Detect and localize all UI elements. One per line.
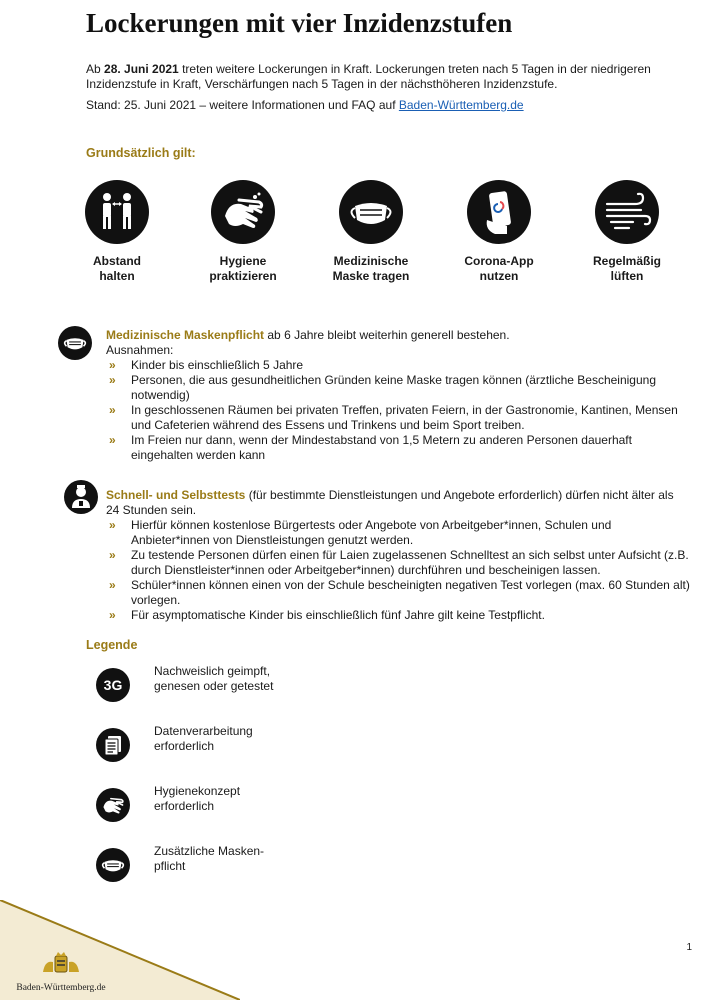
- rule-label: Hygiene: [219, 254, 267, 268]
- rule-label: Corona-App: [464, 254, 534, 268]
- rule-label: Abstand: [93, 254, 141, 268]
- baden-wuerttemberg-link[interactable]: Baden-Württemberg.de: [398, 98, 524, 112]
- test-person-icon: [64, 480, 98, 514]
- legend-item-hygiene: Hygienekonzept erforderlich: [96, 788, 396, 828]
- wind-icon: [595, 180, 659, 244]
- mask-block: Medizinische Maskenpflicht ab 6 Jahre bleibt weiterhin generell bestehen. Ausnahmen: » Kinder bis einschließlich 5 Jahre » Personen, die aus gesundheitlichen Gründen keine Maske tragen können (ärztliche Bescheinigung notwendig) » In geschlossenen Räumen bei privaten Treffen, privaten Feiern, in der Gastronomie, Kantinen, Mensen und Cafeterien während des Essens und Trinkens und beim Sport treiben. » Im Freien nur dann, wenn der Mindestabstand von 1,5 Metern zu anderen Personen dauerhaft eingehalten werden kann: [106, 328, 690, 463]
- list-item: » Schüler*innen können einen von der Schule bescheinigten negativen Test vorlegen (max. 60 Stunden alt) vorlegen.: [106, 578, 690, 608]
- rule-label: Regelmäßig: [592, 254, 661, 268]
- list-item: » Hierfür können kostenlose Bürgertests oder Angebote von Arbeitgeber*innen, Schulen und Anbieter*innen von Dienstleistungen genutzt werden.: [106, 518, 690, 548]
- rule-ventilate: Regelmäßig lüften: [572, 180, 682, 284]
- state-logo: [6, 952, 116, 993]
- legend-item-3g: 3G Nachweislich geimpft, genesen oder getestet: [96, 668, 396, 708]
- legend-item-data: Datenverarbeitung erforderlich: [96, 728, 396, 768]
- face-mask-icon: [339, 180, 403, 244]
- rule-hygiene: Hygiene praktizieren: [188, 180, 298, 284]
- smartphone-app-icon: [467, 180, 531, 244]
- test-rules-list: [106, 518, 690, 623]
- legend-item-mask: Zusätzliche Masken- pflicht: [96, 848, 396, 888]
- list-item: » Im Freien nur dann, wenn der Mindestabstand von 1,5 Metern zu anderen Personen dauerhaft eingehalten werden kann: [106, 433, 690, 463]
- intro-text: Ab 28. Juni 2021 treten weitere Lockerungen in Kraft. Lockerungen treten nach 5 Tagen in der niedrigeren Inzidenzstufe in Kraft, Verschärfungen nach 5 Tagen in der nächsthöheren Inzidenzstufe.: [86, 62, 651, 91]
- rule-app: Corona-App nutzen: [444, 180, 554, 284]
- list-item: » Kinder bis einschließlich 5 Jahre: [106, 358, 690, 373]
- list-item: » Zu testende Personen dürfen einen für Laien zugelassenen Schnelltest an sich selbst unter Aufsicht (z.B. durch Dienstleister*innen oder Arbeitgeber*innen) durchführen und bescheinigen lassen.: [106, 548, 690, 578]
- distance-icon: [85, 180, 149, 244]
- page-title: Lockerungen mit vier Inzidenzstufen: [86, 8, 513, 38]
- list-item: » Personen, die aus gesundheitlichen Gründen keine Maske tragen können (ärztliche Bescheinigung notwendig): [106, 373, 690, 403]
- list-item: » Für asymptomatische Kinder bis einschließlich fünf Jahre gilt keine Testpflicht.: [106, 608, 690, 623]
- 3g-badge-icon: 3G: [96, 668, 130, 702]
- list-item: » In geschlossenen Räumen bei privaten Treffen, privaten Feiern, in der Gastronomie, Kantinen, Mensen und Cafeterien während des Essens und Trinkens und beim Sport treiben.: [106, 403, 690, 433]
- rule-mask: Medizinische Maske tragen: [316, 180, 426, 284]
- mask-heading: Medizinische Maskenpflicht: [106, 328, 265, 342]
- basics-heading: Grundsätzlich gilt:: [86, 146, 196, 160]
- test-block: Schnell- und Selbsttests (für bestimmte Dienstleistungen und Angebote erforderlich) dürfen nicht älter als 24 Stunden sein. » Hierfür können kostenlose Bürgertests oder Angebote von Arbeitgeber*innen, Schulen und Anbieter*innen von Dienstleistungen genutzt werden. » Zu testende Personen dürfen einen für Laien zugelassenen Schnelltest an sich selbst unter Aufsicht (z.B. durch Dienstleister*innen oder Arbeitgeber*innen) durchführen und bescheinigen lassen. » Schüler*innen können einen von der Schule bescheinigten negativen Test vorlegen (max. 60 Stunden alt) vorlegen. » Für asymptomatische Kinder bis einschließlich fünf Jahre gilt keine Testpflicht.: [106, 488, 690, 623]
- face-mask-icon: [96, 848, 130, 882]
- mask-exceptions-list: [106, 358, 690, 463]
- legend-heading: Legende: [86, 638, 138, 652]
- hand-hygiene-icon: [96, 788, 130, 822]
- document-list-icon: [96, 728, 130, 762]
- intro-date: 28. Juni 2021: [104, 62, 179, 76]
- face-mask-icon: [58, 326, 92, 360]
- hand-hygiene-icon: [211, 180, 275, 244]
- basic-rules: [62, 180, 682, 290]
- rule-label: Medizinische: [333, 254, 409, 268]
- coat-of-arms-icon: [39, 952, 83, 978]
- stand-line: Stand: 25. Juni 2021 – weitere Informationen und FAQ auf Baden-Württemberg.de: [86, 98, 524, 112]
- test-heading: Schnell- und Selbsttests: [106, 488, 246, 502]
- mask-sub: Ausnahmen:: [106, 343, 174, 357]
- logo-text: Baden-Württemberg.de: [16, 983, 106, 993]
- page-number: 1: [686, 942, 692, 953]
- rule-distance: Abstand halten: [62, 180, 172, 284]
